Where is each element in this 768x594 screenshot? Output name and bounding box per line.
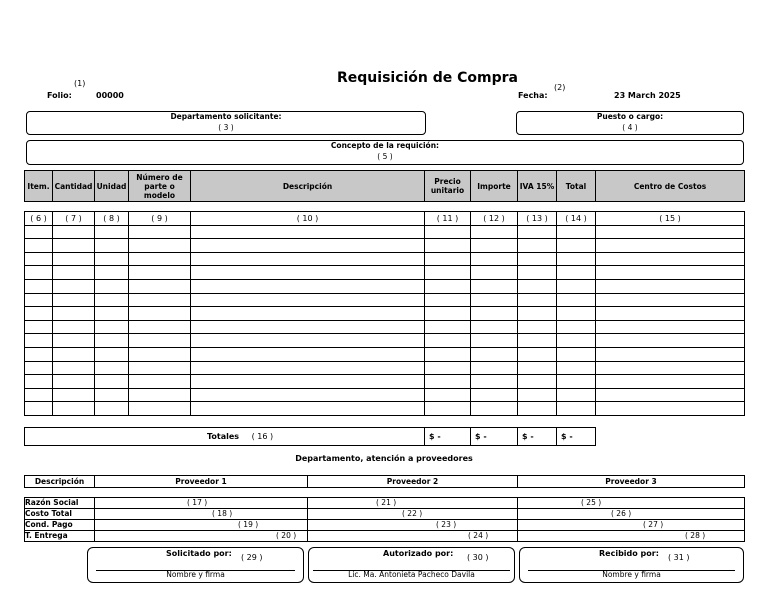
table-cell[interactable] (425, 334, 471, 348)
table-cell[interactable] (25, 361, 53, 375)
table-cell[interactable] (191, 334, 425, 348)
ref-unidad[interactable]: ( 8 ) (95, 212, 129, 226)
table-cell[interactable] (53, 361, 95, 375)
signature-autorizado-ref: ( 30 ) (467, 553, 489, 562)
table-cell[interactable] (25, 266, 53, 280)
table-cell[interactable] (95, 320, 129, 334)
table-cell[interactable] (191, 361, 425, 375)
table-cell[interactable] (471, 266, 518, 280)
ref-descripcion[interactable]: ( 10 ) (191, 212, 425, 226)
table-cell[interactable] (596, 279, 745, 293)
table-cell[interactable] (518, 307, 557, 321)
table-cell[interactable] (95, 225, 129, 239)
table-cell[interactable] (425, 388, 471, 402)
table-cell[interactable] (471, 334, 518, 348)
table-cell[interactable] (557, 388, 596, 402)
table-cell[interactable] (129, 361, 191, 375)
table-cell[interactable] (25, 279, 53, 293)
row-label-t-entrega: T. Entrega (25, 531, 95, 542)
ref-importe[interactable]: ( 12 ) (471, 212, 518, 226)
page-title: Requisición de Compra (337, 70, 518, 86)
table-cell[interactable] (95, 388, 129, 402)
row-label-costo-total: Costo Total (25, 509, 95, 520)
p2-cond-pago[interactable]: ( 23 ) (308, 520, 518, 531)
signature-recibido-ref: ( 31 ) (668, 553, 690, 562)
table-row[interactable] (25, 266, 745, 280)
table-row[interactable] (25, 347, 745, 361)
table-row[interactable] (25, 225, 745, 239)
totals-table (24, 427, 596, 446)
p2-costo-total[interactable]: ( 22 ) (308, 509, 518, 520)
table-cell[interactable] (425, 320, 471, 334)
p2-razon-social[interactable]: ( 21 ) (308, 498, 518, 509)
table-cell[interactable] (471, 375, 518, 389)
header-precio-unitario: Precio unitario (425, 171, 471, 202)
table-cell[interactable] (471, 279, 518, 293)
table-row[interactable] (25, 307, 745, 321)
table-cell[interactable] (129, 320, 191, 334)
providers-header-p2: Proveedor 2 (308, 476, 518, 488)
table-cell[interactable] (53, 375, 95, 389)
table-cell[interactable] (53, 293, 95, 307)
providers-table[interactable] (24, 497, 745, 542)
header-unidad: Unidad (95, 171, 129, 202)
table-cell[interactable] (129, 334, 191, 348)
table-cell[interactable] (471, 293, 518, 307)
table-cell[interactable] (518, 279, 557, 293)
table-cell[interactable] (596, 375, 745, 389)
table-cell[interactable] (596, 307, 745, 321)
departamento-label: Departamento solicitante: (170, 112, 282, 121)
table-cell[interactable] (25, 252, 53, 266)
table-cell[interactable] (518, 320, 557, 334)
table-row[interactable] (25, 388, 745, 402)
header-iva: IVA 15% (518, 171, 557, 202)
total-total: $ - (557, 428, 596, 446)
table-cell[interactable] (557, 361, 596, 375)
table-cell[interactable] (129, 307, 191, 321)
table-cell[interactable] (471, 252, 518, 266)
puesto-box[interactable] (516, 111, 744, 135)
table-cell[interactable] (53, 347, 95, 361)
ref-precio-unitario[interactable]: ( 11 ) (425, 212, 471, 226)
concepto-box[interactable] (26, 140, 744, 165)
signature-solicitado-label: Solicitado por: (166, 549, 232, 558)
fecha-value: 23 March 2025 (614, 91, 681, 100)
providers-header-descripcion: Descripción (25, 476, 95, 488)
table-cell[interactable] (95, 252, 129, 266)
table-row[interactable] (25, 520, 745, 531)
table-cell[interactable] (53, 320, 95, 334)
table-cell[interactable] (129, 388, 191, 402)
ref-item[interactable]: ( 6 ) (25, 212, 53, 226)
p2-t-entrega[interactable]: ( 24 ) (308, 531, 518, 542)
table-cell[interactable] (95, 334, 129, 348)
table-cell[interactable] (25, 293, 53, 307)
table-row[interactable] (25, 334, 745, 348)
total-importe: $ - (471, 428, 518, 446)
table-cell[interactable] (518, 347, 557, 361)
table-cell[interactable] (191, 293, 425, 307)
table-cell[interactable] (53, 388, 95, 402)
table-cell[interactable] (557, 225, 596, 239)
ref-numero-parte[interactable]: ( 9 ) (129, 212, 191, 226)
table-cell[interactable] (191, 239, 425, 253)
signature-autorizado[interactable] (308, 547, 515, 583)
table-cell[interactable] (557, 293, 596, 307)
table-cell[interactable] (596, 225, 745, 239)
table-cell[interactable] (471, 361, 518, 375)
table-row[interactable] (25, 279, 745, 293)
table-cell[interactable] (518, 388, 557, 402)
ref-total[interactable]: ( 14 ) (557, 212, 596, 226)
table-cell[interactable] (557, 266, 596, 280)
ref-centro-costos[interactable]: ( 15 ) (596, 212, 745, 226)
table-cell[interactable] (53, 279, 95, 293)
table-cell[interactable] (471, 320, 518, 334)
table-cell[interactable] (557, 239, 596, 253)
row-label-cond-pago: Cond. Pago (25, 520, 95, 531)
table-cell[interactable] (53, 225, 95, 239)
folio-ref: (1) (74, 79, 86, 88)
table-cell[interactable] (95, 293, 129, 307)
table-cell[interactable] (191, 266, 425, 280)
items-table[interactable] (24, 211, 745, 416)
p3-cond-pago[interactable]: ( 27 ) (518, 520, 745, 531)
table-cell[interactable] (425, 402, 471, 416)
row-label-razon-social: Razón Social (25, 498, 95, 509)
signature-autorizado-label: Autorizado por: (383, 549, 454, 558)
signature-recibido[interactable] (519, 547, 744, 583)
signature-solicitado[interactable] (87, 547, 304, 583)
table-cell[interactable] (95, 266, 129, 280)
table-cell[interactable] (129, 266, 191, 280)
totals-label-cell (25, 428, 425, 446)
table-cell[interactable] (25, 388, 53, 402)
table-cell[interactable] (471, 347, 518, 361)
table-cell[interactable] (191, 279, 425, 293)
table-cell[interactable] (425, 361, 471, 375)
signature-recibido-label: Recibido por: (599, 549, 659, 558)
total-iva: $ - (518, 428, 557, 446)
table-cell[interactable] (596, 334, 745, 348)
table-cell[interactable] (557, 375, 596, 389)
header-total: Total (557, 171, 596, 202)
table-cell[interactable] (596, 252, 745, 266)
concepto-label: Concepto de la requición: (330, 141, 440, 150)
p3-razon-social[interactable]: ( 25 ) (518, 498, 745, 509)
table-cell[interactable] (557, 320, 596, 334)
header-descripcion: Descripción (191, 171, 425, 202)
table-cell[interactable] (425, 252, 471, 266)
table-cell[interactable] (191, 402, 425, 416)
table-cell[interactable] (557, 402, 596, 416)
fecha-ref: (2) (554, 83, 566, 92)
table-cell[interactable] (191, 347, 425, 361)
table-row[interactable] (25, 509, 745, 520)
header-numero-parte: Número de parte o modelo (129, 171, 191, 202)
table-cell[interactable] (53, 239, 95, 253)
puesto-ref: ( 4 ) (622, 123, 638, 132)
table-cell[interactable] (95, 239, 129, 253)
table-row[interactable] (25, 252, 745, 266)
table-cell[interactable] (425, 239, 471, 253)
table-cell[interactable] (95, 279, 129, 293)
table-cell[interactable] (25, 375, 53, 389)
table-cell[interactable] (95, 361, 129, 375)
header-centro-costos: Centro de Costos (596, 171, 745, 202)
folio-value: 00000 (96, 91, 124, 100)
p1-razon-social[interactable]: ( 17 ) (95, 498, 308, 509)
table-cell[interactable] (191, 307, 425, 321)
concepto-ref: ( 5 ) (377, 152, 393, 161)
table-cell[interactable] (95, 402, 129, 416)
table-cell[interactable] (53, 334, 95, 348)
table-cell[interactable] (53, 266, 95, 280)
table-cell[interactable] (25, 334, 53, 348)
table-cell[interactable] (471, 239, 518, 253)
table-cell[interactable] (129, 402, 191, 416)
p1-cond-pago[interactable]: ( 19 ) (95, 520, 308, 531)
table-cell[interactable] (596, 347, 745, 361)
table-cell[interactable] (191, 388, 425, 402)
table-cell[interactable] (191, 225, 425, 239)
table-cell[interactable] (191, 375, 425, 389)
table-cell[interactable] (53, 402, 95, 416)
table-cell[interactable] (596, 239, 745, 253)
table-cell[interactable] (557, 307, 596, 321)
table-cell[interactable] (25, 239, 53, 253)
table-cell[interactable] (129, 279, 191, 293)
table-cell[interactable] (425, 293, 471, 307)
signature-solicitado-ref: ( 29 ) (241, 553, 263, 562)
signature-solicitado-sub: Nombre y firma (166, 570, 225, 579)
signature-autorizado-sub: Lic. Ma. Antonieta Pacheco Davila (348, 570, 475, 579)
table-cell[interactable] (129, 239, 191, 253)
table-cell[interactable] (596, 361, 745, 375)
table-cell[interactable] (518, 334, 557, 348)
fecha-label: Fecha: (518, 91, 548, 100)
p3-costo-total[interactable]: ( 26 ) (518, 509, 745, 520)
p1-t-entrega[interactable]: ( 20 ) (95, 531, 308, 542)
total-precio: $ - (425, 428, 471, 446)
table-cell[interactable] (596, 266, 745, 280)
table-cell[interactable] (129, 375, 191, 389)
totals-ref: ( 16 ) (251, 432, 274, 441)
table-cell[interactable] (518, 252, 557, 266)
p3-t-entrega[interactable]: ( 28 ) (518, 531, 745, 542)
table-row[interactable] (25, 293, 745, 307)
table-cell[interactable] (596, 388, 745, 402)
table-cell[interactable] (425, 225, 471, 239)
providers-header (24, 475, 745, 488)
table-cell[interactable] (129, 252, 191, 266)
table-cell[interactable] (471, 402, 518, 416)
folio-label: Folio: (47, 91, 72, 100)
ref-iva[interactable]: ( 13 ) (518, 212, 557, 226)
departamento-box[interactable] (26, 111, 426, 135)
table-row[interactable] (25, 212, 745, 226)
table-cell[interactable] (557, 347, 596, 361)
table-cell[interactable] (518, 375, 557, 389)
table-cell[interactable] (425, 266, 471, 280)
table-cell[interactable] (25, 320, 53, 334)
table-cell[interactable] (557, 279, 596, 293)
table-cell[interactable] (95, 307, 129, 321)
table-row[interactable] (25, 320, 745, 334)
ref-cantidad[interactable]: ( 7 ) (53, 212, 95, 226)
table-row[interactable] (25, 531, 745, 542)
providers-header-p3: Proveedor 3 (518, 476, 745, 488)
table-cell[interactable] (25, 225, 53, 239)
table-row[interactable] (25, 402, 745, 416)
table-cell[interactable] (518, 225, 557, 239)
header-cantidad: Cantidad (53, 171, 95, 202)
table-cell[interactable] (596, 402, 745, 416)
table-cell[interactable] (191, 252, 425, 266)
table-row[interactable] (25, 361, 745, 375)
providers-title: Departamento, atención a proveedores (295, 454, 473, 463)
header-importe: Importe (471, 171, 518, 202)
puesto-label: Puesto o cargo: (596, 112, 664, 121)
table-cell[interactable] (518, 239, 557, 253)
table-cell[interactable] (129, 347, 191, 361)
table-cell[interactable] (95, 375, 129, 389)
table-row[interactable] (25, 239, 745, 253)
table-cell[interactable] (25, 402, 53, 416)
table-cell[interactable] (95, 347, 129, 361)
departamento-ref: ( 3 ) (218, 123, 234, 132)
table-cell[interactable] (425, 279, 471, 293)
table-cell[interactable] (53, 252, 95, 266)
table-cell[interactable] (425, 347, 471, 361)
table-cell[interactable] (129, 293, 191, 307)
table-cell[interactable] (471, 307, 518, 321)
providers-header-p1: Proveedor 1 (95, 476, 308, 488)
table-cell[interactable] (425, 307, 471, 321)
table-cell[interactable] (471, 388, 518, 402)
table-row[interactable] (25, 498, 745, 509)
table-cell[interactable] (471, 225, 518, 239)
table-cell[interactable] (557, 252, 596, 266)
table-row[interactable] (25, 375, 745, 389)
table-cell[interactable] (518, 266, 557, 280)
table-cell[interactable] (129, 225, 191, 239)
items-header (24, 170, 745, 202)
header-item: Item. (25, 171, 53, 202)
table-cell[interactable] (25, 307, 53, 321)
table-cell[interactable] (53, 307, 95, 321)
table-cell[interactable] (596, 320, 745, 334)
signature-recibido-sub: Nombre y firma (602, 570, 661, 579)
table-cell[interactable] (557, 334, 596, 348)
table-cell[interactable] (425, 375, 471, 389)
table-cell[interactable] (518, 361, 557, 375)
table-cell[interactable] (25, 347, 53, 361)
totals-label: Totales (207, 432, 240, 441)
table-cell[interactable] (191, 320, 425, 334)
table-cell[interactable] (596, 293, 745, 307)
table-cell[interactable] (518, 293, 557, 307)
p1-costo-total[interactable]: ( 18 ) (95, 509, 308, 520)
table-cell[interactable] (518, 402, 557, 416)
